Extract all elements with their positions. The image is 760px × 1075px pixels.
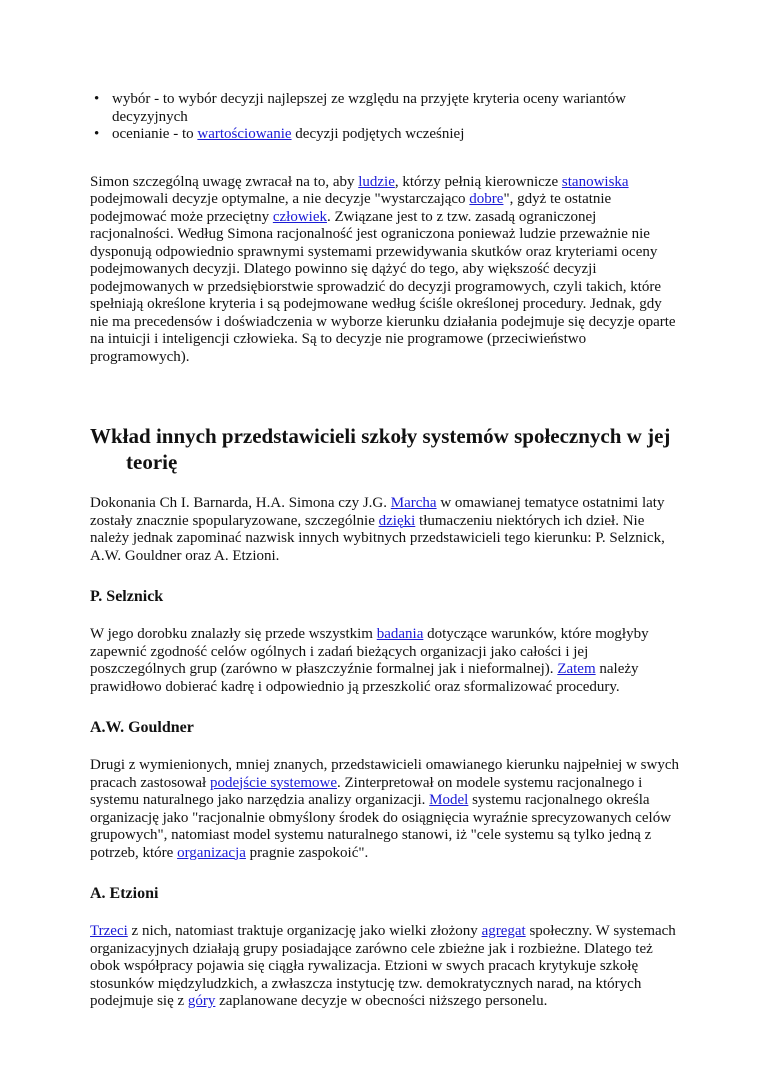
link-wartosciowanie[interactable]: wartościowanie: [197, 126, 292, 142]
link-organizacja[interactable]: organizacja: [177, 844, 246, 861]
gouldner-paragraph: Drugi z wymienionych, mniej znanych, przedstawicieli omawianego kierunku najpełniej w swych pracach zastosował podejście systemowe. Zinterpretował on modele systemu racjonalnego i systemu naturalnego jako narzędzia analizy organizacji. Model systemu racjonalnego określa organizację jako "racjonalnie obmyślony środek do osiągnięcia wyraźnie sprecyzowanych celów grupowych", natomiast model systemu naturalnego stanowi, iż "cele systemu są tylko jedną z potrzeb, które organizacja pragnie zaspokoić".: [90, 757, 679, 861]
link-czlowiek[interactable]: człowiek: [272, 208, 327, 225]
section-heading: Wkład innych przedstawicieli szkoły systemów społecznych w jej teorię: [90, 424, 671, 474]
link-podejscie-systemowe[interactable]: podejście systemowe: [209, 774, 338, 791]
link-gory[interactable]: góry: [187, 993, 216, 1009]
link-agregat[interactable]: agregat: [481, 923, 526, 939]
list-item: • ocenianie - to wartościowanie decyzji podjętych wcześniej: [112, 126, 680, 144]
simon-paragraph: Simon szczególną uwagę zwracał na to, aby ludzie, którzy pełnią kierownicze stanowiska podejmowali decyzje optymalne, a nie decyzje "wystarczająco dobre", gdyż te ostatnie podejmować może przeciętny człowiek. Związane jest to z tzw. zasadą ograniczonej racjonalności. Według Simona racjonalność jest ograniczona ponieważ ludzie przeważnie nie dysponują odpowiednio sprawnymi systemami przewidywania skutków oraz kryteriami oceny podejmowanych decyzji. Dlatego powinno się dążyć do tego, aby większość decyzji podejmowanych w przedsiębiorstwie sprowadzić do decyzji programowych, czyli takich, które spełniają określone kryteria i są podejmowane według ściśle określonej procedury. Jednak, gdy nie ma precedensów i doświadczenia w wyborze kierunku działania podejmuje się decyzje oparte na intuicji i inteligencji człowieka. Są to decyzje nie programowe (przeciwieństwo programowych).: [90, 173, 676, 365]
intro-paragraph: Dokonania Ch I. Barnarda, H.A. Simona czy J.G. Marcha w omawianej tematyce ostatnimi laty zostały znacznie spopularyzowane, szczególnie dzięki tłumaczeniu niektórych ich dzieł. Nie należy jednak zapominać nazwisk innych wybitnych przedstawicieli tego kierunku: P. Selznick, A.W. Gouldner oraz A. Etzioni.: [90, 495, 665, 564]
link-ludzie[interactable]: ludzie: [358, 173, 395, 190]
link-dobre[interactable]: dobre: [469, 191, 504, 207]
bullet-list: [90, 91, 680, 144]
gouldner-heading: A.W. Gouldner: [90, 719, 194, 736]
etzioni-heading: A. Etzioni: [90, 885, 159, 902]
link-dzieki[interactable]: dzięki: [378, 512, 416, 529]
list-item: • wybór - to wybór decyzji najlepszej ze względu na przyjęte kryteria oceny wariantów decyzyjnych: [112, 91, 680, 126]
selznick-paragraph: W jego dorobku znalazły się przede wszystkim badania dotyczące warunków, które mogłyby zapewnić zgodność celów ogólnych i zadań bieżących organizacji jako całości i jej poszczególnych grup (zarówno w płaszczyźnie formalnej jak i nieformalnej). Zatem należy prawidłowo dobierać kadrę i odpowiednio ją przeszkolić oraz sformalizować procedury.: [90, 626, 649, 695]
link-stanowiska[interactable]: stanowiska: [561, 173, 629, 190]
link-badania[interactable]: badania: [376, 626, 424, 642]
link-trzeci[interactable]: Trzeci: [90, 923, 128, 939]
etzioni-paragraph: Trzeci z nich, natomiast traktuje organizację jako wielki złożony agregat społeczny. W systemach organizacyjnych działają grupy posiadające zarówno cele zbieżne jak i rozbieżne. Dlatego też obok współpracy pojawia się ciągła rywalizacja. Etzioni w swych pracach krytykuje szkołę stosunków międzyludzkich, a zwłaszcza instytucję tzw. demokratycznych narad, na których podejmuje się z góry zaplanowane decyzje w obecności niższego personelu.: [90, 923, 676, 1009]
link-zatem[interactable]: Zatem: [557, 661, 596, 677]
selznick-heading: P. Selznick: [90, 588, 164, 605]
document-page: [90, 91, 680, 1011]
link-model[interactable]: Model: [429, 792, 469, 808]
link-marcha[interactable]: Marcha: [390, 495, 437, 511]
